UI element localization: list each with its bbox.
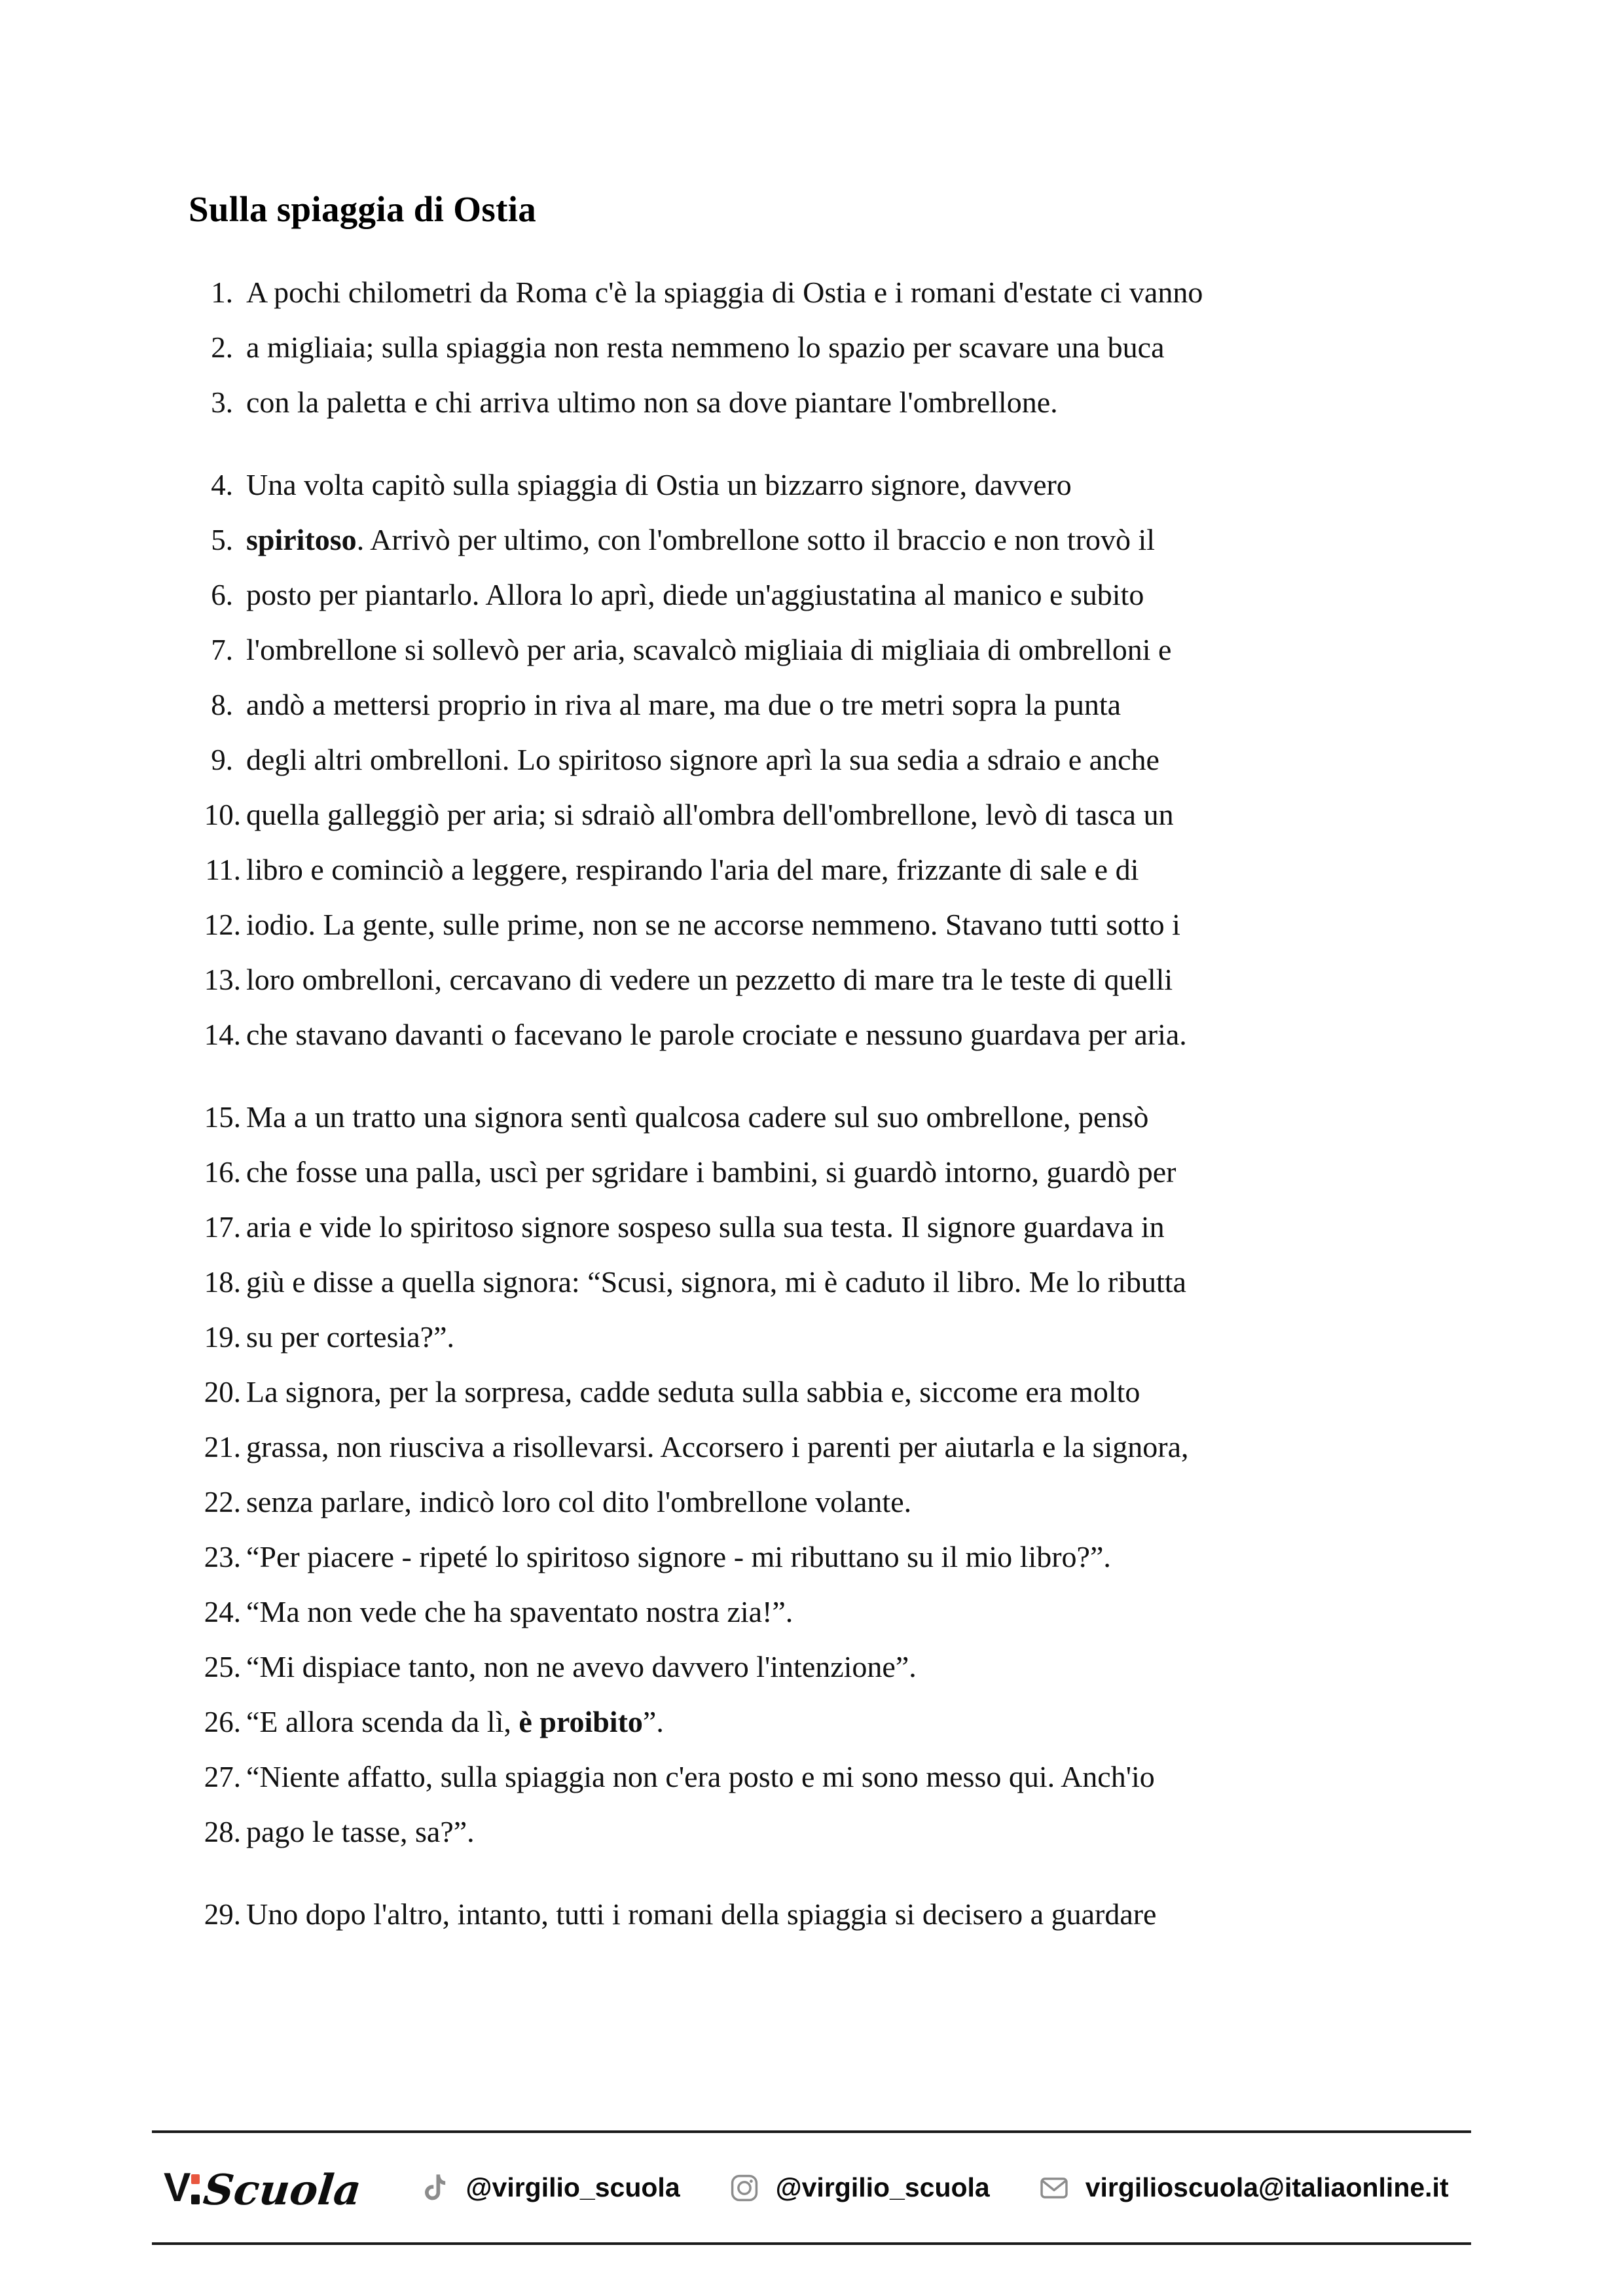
text-line	[189, 1090, 1504, 1145]
social-instagram[interactable]	[727, 2171, 990, 2205]
line-number: 3.	[211, 386, 233, 419]
text-line	[189, 1475, 1504, 1530]
line-text: l'ombrellone si sollevò per aria, scavalcò migliaia di migliaia di ombrelloni e	[246, 633, 1172, 666]
footer-bottom-rule	[152, 2242, 1471, 2245]
paragraph-3	[189, 1090, 1504, 1859]
line-number: 5.	[211, 524, 233, 556]
paragraph-4	[189, 1887, 1504, 1942]
text-line	[189, 1145, 1504, 1200]
line-number: 26.	[204, 1706, 241, 1738]
line-text: grassa, non riusciva a risollevarsi. Accorsero i parenti per aiutarla e la signora,	[246, 1430, 1189, 1463]
line-text: quella galleggiò per aria; si sdraiò all'ombra dell'ombrellone, levò di tasca un	[246, 798, 1174, 831]
text-line	[189, 842, 1504, 897]
text-line	[189, 622, 1504, 677]
line-number: 2.	[211, 331, 233, 364]
paragraph-1	[189, 265, 1504, 430]
line-text: senza parlare, indicò loro col dito l'ombrellone volante.	[246, 1485, 912, 1518]
line-number: 7.	[211, 634, 233, 666]
document-body	[189, 265, 1504, 1942]
social-email[interactable]	[1037, 2171, 1449, 2205]
line-text: “E allora scenda da lì, è proibito”.	[246, 1705, 664, 1738]
line-text: “Mi dispiace tanto, non ne avevo davvero l'intenzione”.	[246, 1650, 917, 1683]
brand-logo	[164, 2164, 364, 2215]
text-line	[189, 1255, 1504, 1310]
line-number: 29.	[204, 1898, 241, 1931]
paragraph-2	[189, 457, 1504, 1062]
text-line	[189, 375, 1504, 430]
line-text: “Ma non vede che ha spaventato nostra zia!”.	[246, 1595, 793, 1628]
text-line	[189, 677, 1504, 732]
text-line	[189, 732, 1504, 787]
line-number: 27.	[204, 1761, 241, 1793]
line-number: 18.	[204, 1266, 241, 1299]
line-text: su per cortesia?”.	[246, 1320, 455, 1354]
text-line	[189, 1585, 1504, 1640]
tiktok-handle: @virgilio_scuola	[465, 2172, 680, 2202]
line-text: degli altri ombrelloni. Lo spiritoso signore aprì la sua sedia a sdraio e anche	[246, 743, 1159, 776]
line-text: spiritoso. Arrivò per ultimo, con l'ombrellone sotto il braccio e non trovò il	[246, 523, 1156, 556]
line-number: 16.	[204, 1156, 241, 1189]
line-number: 25.	[204, 1651, 241, 1683]
text-line	[189, 787, 1504, 842]
text-line	[189, 1640, 1504, 1695]
line-text: posto per piantarlo. Allora lo aprì, diede un'aggiustatina al manico e subito	[246, 578, 1144, 611]
logo-wordmark: Scuola	[201, 2165, 364, 2215]
line-number: 8.	[211, 689, 233, 721]
line-number: 1.	[211, 276, 233, 309]
social-tiktok[interactable]	[418, 2171, 680, 2205]
text-line	[189, 952, 1504, 1007]
line-text: a migliaia; sulla spiaggia non resta nemmeno lo spazio per scavare una buca	[246, 331, 1165, 364]
text-line	[189, 512, 1504, 567]
line-text: giù e disse a quella signora: “Scusi, signora, mi è caduto il libro. Me lo ributta	[246, 1265, 1186, 1299]
text-line	[189, 1200, 1504, 1255]
logo-letter-v: V	[164, 2164, 191, 2210]
line-text: A pochi chilometri da Roma c'è la spiaggia di Ostia e i romani d'estate ci vanno	[246, 276, 1203, 309]
line-number: 19.	[204, 1321, 241, 1354]
line-number: 11.	[205, 853, 241, 886]
line-number: 9.	[211, 744, 233, 776]
line-text: libro e cominciò a leggere, respirando l'aria del mare, frizzante di sale e di	[246, 853, 1139, 886]
instagram-handle: @virgilio_scuola	[775, 2172, 990, 2202]
logo-colon-icon	[191, 2174, 200, 2204]
emphasis-word: spiritoso	[246, 523, 357, 556]
email-icon	[1037, 2171, 1071, 2205]
text-line	[189, 1365, 1504, 1420]
line-number: 4.	[211, 469, 233, 501]
text-line	[189, 457, 1504, 512]
line-text: La signora, per la sorpresa, cadde seduta sulla sabbia e, siccome era molto	[246, 1375, 1140, 1408]
line-number: 22.	[204, 1486, 241, 1518]
page-title: Sulla spiaggia di Ostia	[189, 189, 537, 229]
line-number: 24.	[204, 1596, 241, 1628]
line-text: con la paletta e chi arriva ultimo non sa dove piantare l'ombrellone.	[246, 386, 1058, 419]
footer-bar	[152, 2133, 1471, 2242]
emphasis-word: è proibito	[519, 1705, 643, 1738]
text-line	[189, 1804, 1504, 1859]
text-line	[189, 1310, 1504, 1365]
line-number: 13.	[204, 963, 241, 996]
page-footer	[152, 2130, 1471, 2245]
text-line	[189, 265, 1504, 320]
line-text: “Per piacere - ripeté lo spiritoso signore - mi ributtano su il mio libro?”.	[246, 1540, 1111, 1573]
line-number: 28.	[204, 1816, 241, 1848]
line-text: pago le tasse, sa?”.	[246, 1815, 475, 1848]
line-number: 15.	[204, 1101, 241, 1134]
line-text: che stavano davanti o facevano le parole crociate e nessuno guardava per aria.	[246, 1018, 1187, 1051]
line-text: che fosse una palla, uscì per sgridare i bambini, si guardò intorno, guardò per	[246, 1155, 1176, 1189]
instagram-icon	[727, 2171, 761, 2205]
line-text: iodio. La gente, sulle prime, non se ne accorse nemmeno. Stavano tutti sotto i	[246, 908, 1180, 941]
line-text: andò a mettersi proprio in riva al mare, ma due o tre metri sopra la punta	[246, 688, 1122, 721]
line-number: 6.	[211, 579, 233, 611]
text-line	[189, 1007, 1504, 1062]
line-text: Ma a un tratto una signora sentì qualcosa cadere sul suo ombrellone, pensò	[246, 1100, 1149, 1134]
line-number: 21.	[204, 1431, 241, 1463]
line-number: 23.	[204, 1541, 241, 1573]
text-line	[189, 567, 1504, 622]
line-number: 12.	[204, 908, 241, 941]
text-line	[189, 897, 1504, 952]
line-text: aria e vide lo spiritoso signore sospeso sulla sua testa. Il signore guardava in	[246, 1210, 1165, 1244]
text-line	[189, 1695, 1504, 1749]
email-address: virgilioscuola@italiaonline.it	[1085, 2172, 1449, 2202]
line-number: 14.	[204, 1018, 241, 1051]
line-text: Uno dopo l'altro, intanto, tutti i romani della spiaggia si decisero a guardare	[246, 1897, 1157, 1931]
line-number: 10.	[204, 798, 241, 831]
line-text: “Niente affatto, sulla spiaggia non c'era posto e mi sono messo qui. Anch'io	[246, 1760, 1155, 1793]
text-line	[189, 1887, 1504, 1942]
text-line	[189, 1530, 1504, 1585]
text-line	[189, 1420, 1504, 1475]
text-line	[189, 320, 1504, 375]
line-text: Una volta capitò sulla spiaggia di Ostia un bizzarro signore, davvero	[246, 468, 1072, 501]
line-number: 20.	[204, 1376, 241, 1408]
line-text: loro ombrelloni, cercavano di vedere un pezzetto di mare tra le teste di quelli	[246, 963, 1173, 996]
line-number: 17.	[204, 1211, 241, 1244]
tiktok-icon	[418, 2171, 452, 2205]
text-line	[189, 1749, 1504, 1804]
